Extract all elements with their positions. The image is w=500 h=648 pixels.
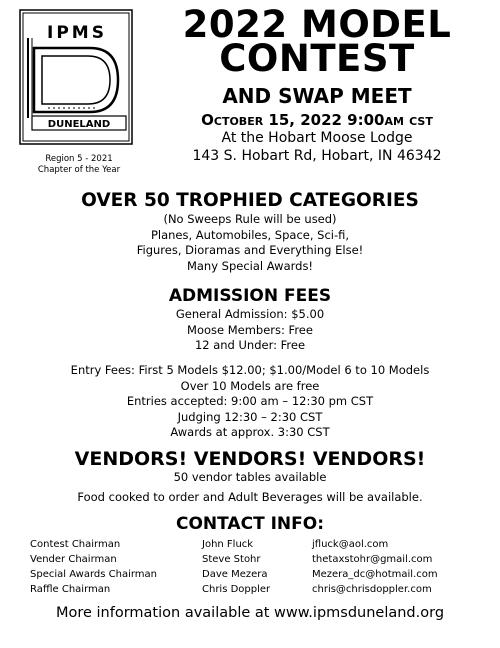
trophies-details xyxy=(0,212,500,274)
footer-website-note: More information available at www.ipmsduneland.org xyxy=(55,605,445,621)
event-title xyxy=(142,3,492,80)
contact-row xyxy=(30,552,490,567)
ipms-duneland-logo xyxy=(18,8,136,148)
logo-caption xyxy=(20,154,138,176)
trophies-heading: OVER 50 TROPHIED CATEGORIES xyxy=(81,190,419,211)
admission-line: Moose Members: Free xyxy=(187,322,313,337)
entry-line: Awards at approx. 3:30 CST xyxy=(170,425,330,439)
contact-role: Special Awards Chairman xyxy=(30,569,157,580)
logo-club-name: DUNELAND xyxy=(47,119,111,130)
entry-details xyxy=(0,363,500,441)
contact-role: Vender Chairman xyxy=(30,554,117,565)
contact-email: jfluck@aol.com xyxy=(312,539,389,550)
admission-details xyxy=(0,307,500,354)
contact-row xyxy=(30,582,490,597)
event-subtitle: AND SWAP MEET xyxy=(222,84,412,108)
contact-name: John Fluck xyxy=(202,539,254,550)
vendors-tables: 50 vendor tables available xyxy=(173,470,327,484)
admission-heading: ADMISSION FEES xyxy=(168,286,332,306)
contact-email: chris@chrisdoppler.com xyxy=(312,584,432,595)
title-line-2: CONTEST xyxy=(219,37,415,80)
contact-email: Mezera_dc@hotmail.com xyxy=(312,569,438,580)
venue-line-1: At the Hobart Moose Lodge xyxy=(221,130,413,146)
entry-line: Entry Fees: First 5 Models $12.00; $1.00/Model 6 to 10 Models xyxy=(70,363,430,377)
admission-line: General Admission: $5.00 xyxy=(175,307,325,321)
contact-heading: CONTACT INFO: xyxy=(176,514,324,534)
contact-name: Steve Stohr xyxy=(202,554,261,565)
admission-line: 12 and Under: Free xyxy=(194,338,306,352)
venue-address: 143 S. Hobart Rd, Hobart, IN 46342 xyxy=(192,148,442,164)
contact-name: Dave Mezera xyxy=(202,569,268,580)
logo-caption-line-2: Chapter of the Year xyxy=(37,165,121,175)
vendors-heading: VENDORS! VENDORS! VENDORS! xyxy=(74,448,426,470)
entry-line: Entries accepted: 9:00 am – 12:30 pm CST xyxy=(126,394,374,408)
logo-letters: IPMS xyxy=(47,23,107,43)
trophies-line: Figures, Dioramas and Everything Else! xyxy=(136,243,364,257)
trophies-line: (No Sweeps Rule will be used) xyxy=(163,212,337,226)
contact-email: thetaxstohr@gmail.com xyxy=(312,554,433,565)
logo-graphic xyxy=(18,8,136,148)
entry-line: Judging 12:30 – 2:30 CST xyxy=(177,409,323,424)
contact-list xyxy=(30,537,490,597)
contact-name: Chris Doppler xyxy=(202,584,271,595)
vendors-details xyxy=(0,470,500,505)
trophies-line: Many Special Awards! xyxy=(186,258,314,273)
vendors-food: Food cooked to order and Adult Beverages will be available. xyxy=(77,489,423,504)
contact-role: Raffle Chairman xyxy=(30,584,111,595)
contact-role: Contest Chairman xyxy=(30,539,121,550)
contact-row xyxy=(30,567,490,582)
venue xyxy=(142,129,492,165)
trophies-line: Planes, Automobiles, Space, Sci-fi, xyxy=(150,227,350,242)
logo-caption-line-1: Region 5 - 2021 xyxy=(45,154,113,164)
event-date: October 15, 2022 9:00am cst xyxy=(201,111,433,129)
contact-row xyxy=(30,537,490,552)
entry-line: Over 10 Models are free xyxy=(180,378,320,393)
title-line-1: 2022 MODEL xyxy=(182,3,452,46)
